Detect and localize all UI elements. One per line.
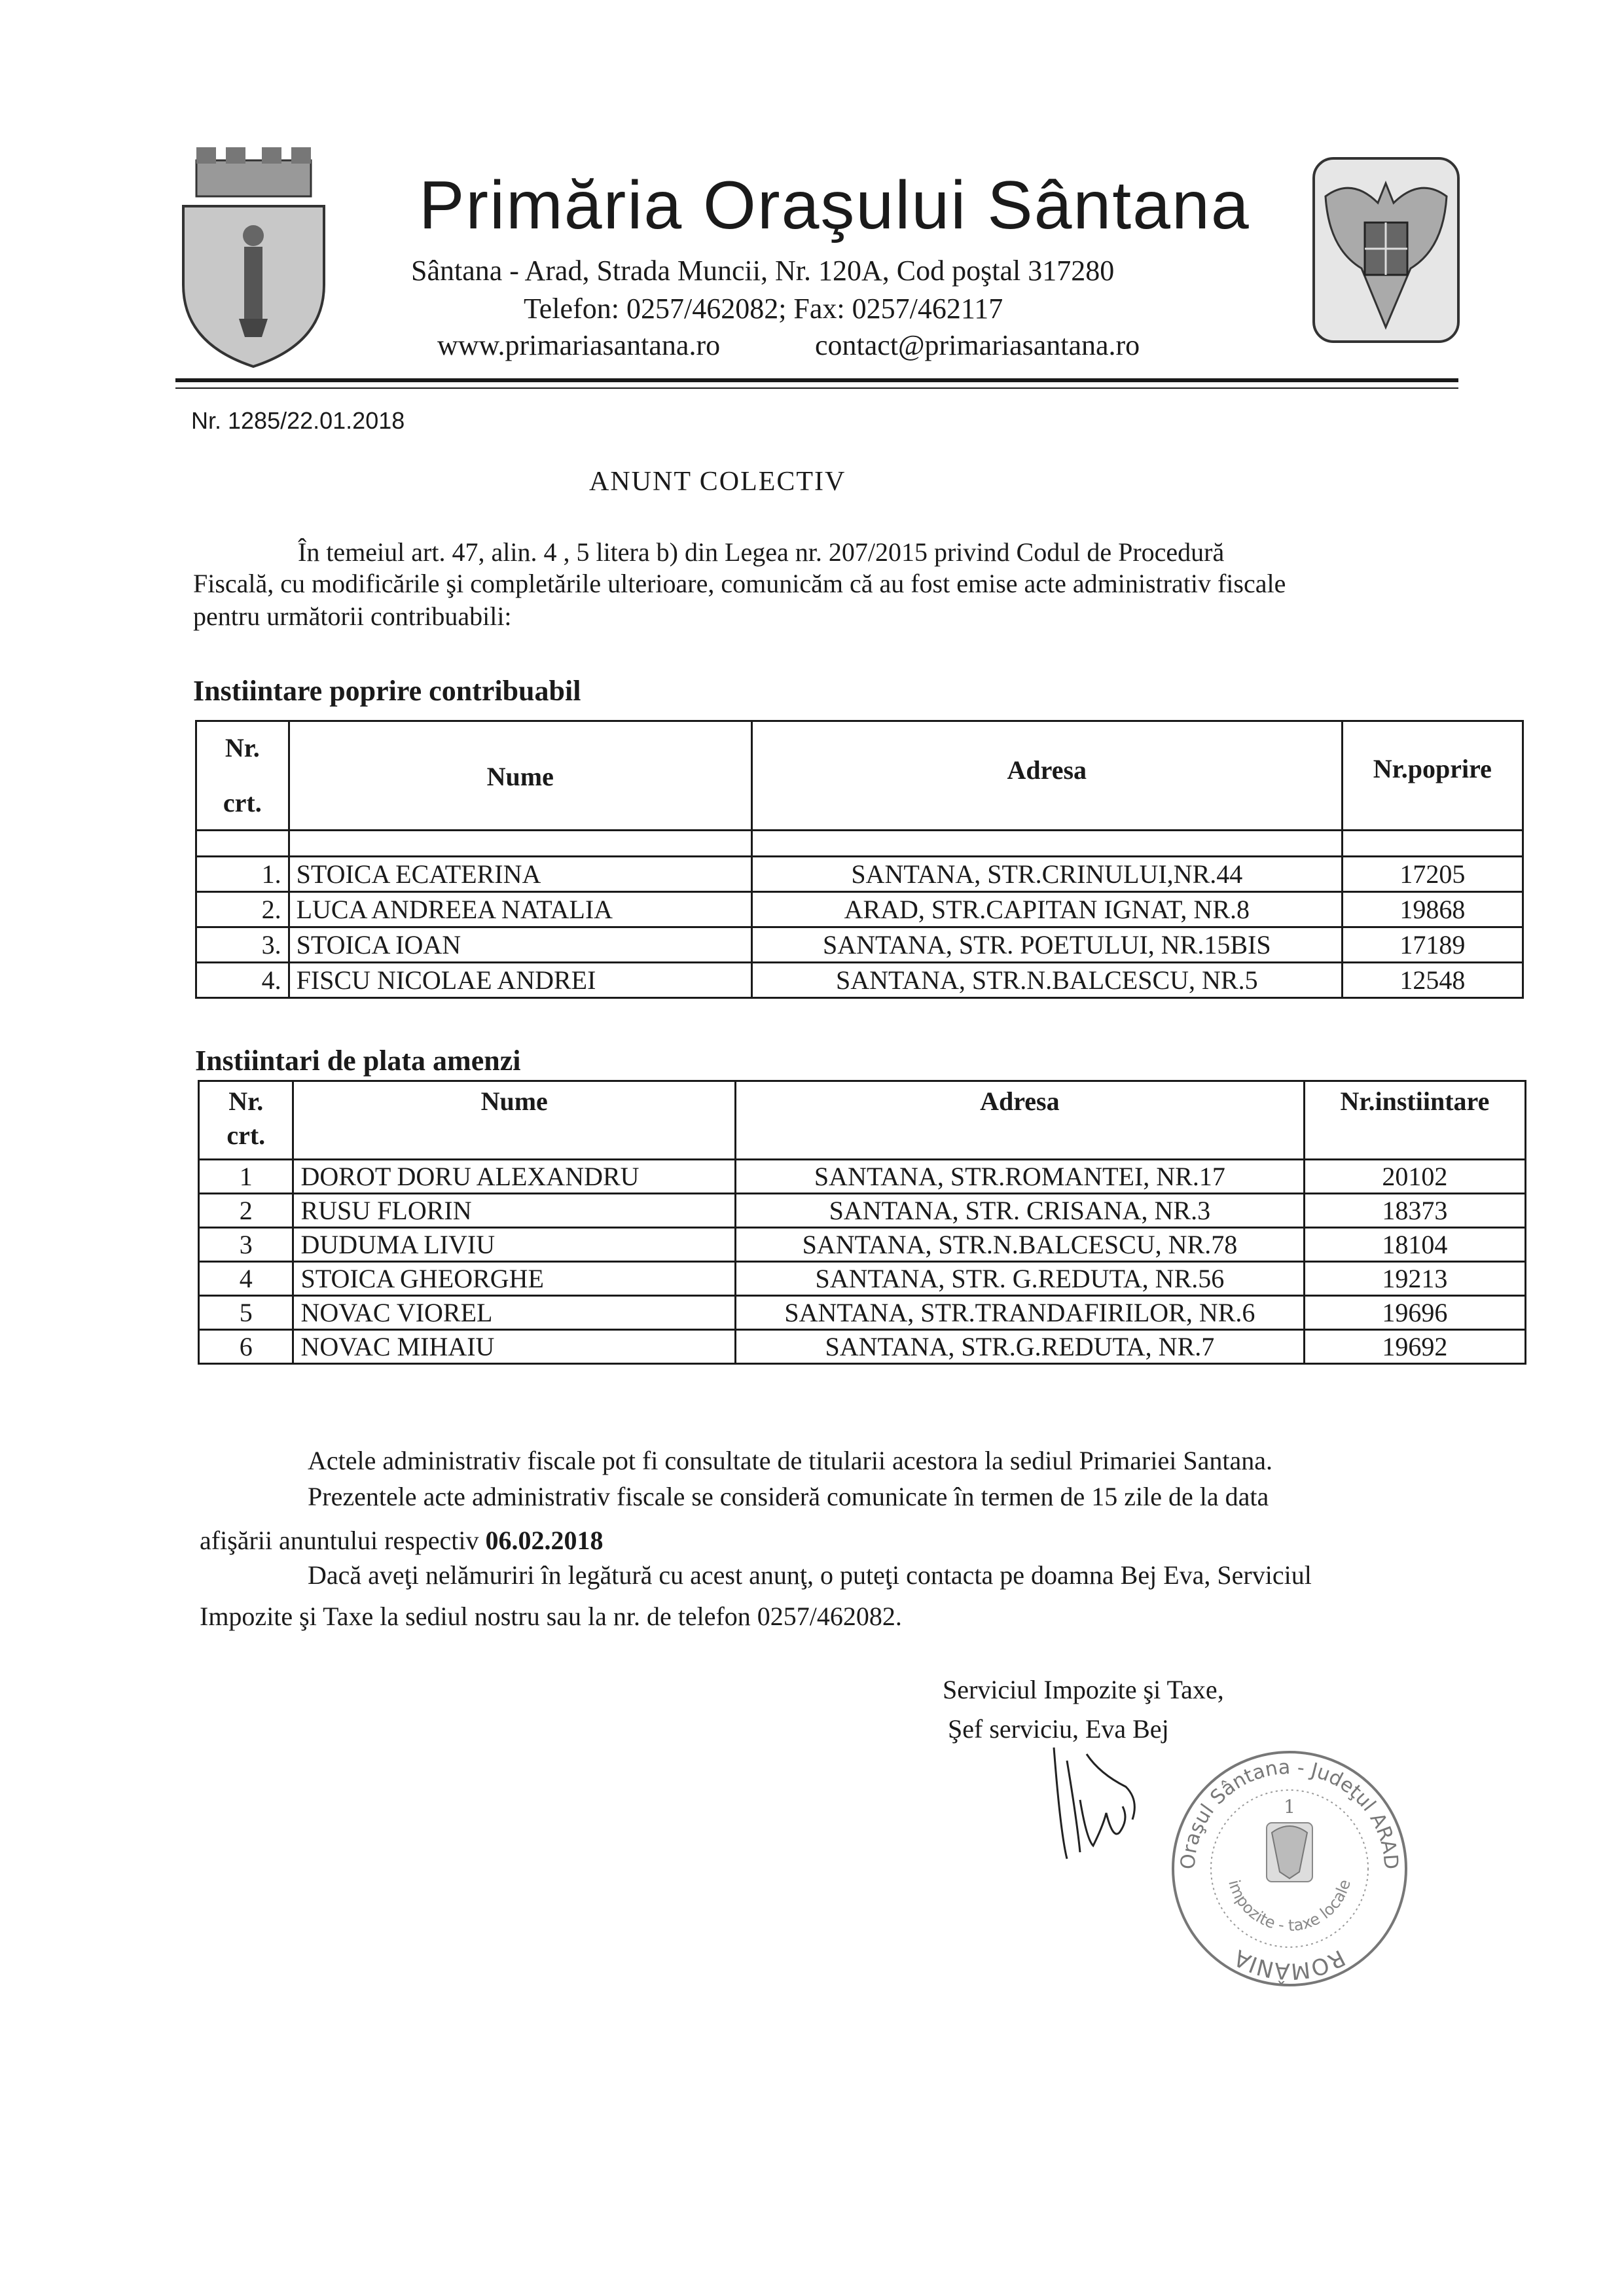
header-number: Nr.poprire: [1342, 721, 1523, 831]
poprire-table: [195, 720, 1524, 999]
cell-nr: 1: [199, 1160, 293, 1194]
table-row: [199, 1330, 1526, 1364]
cell-address: SANTANA, STR.N.BALCESCU, NR.78: [735, 1228, 1304, 1262]
cell-name: DOROT DORU ALEXANDRU: [293, 1160, 735, 1194]
header-nr-text: Nr.: [225, 733, 260, 762]
header-address: Sântana - Arad, Strada Muncii, Nr. 120A, Cod poştal 317280: [411, 255, 1115, 287]
cell-number: 12548: [1342, 963, 1523, 998]
document-heading: ANUNT COLECTIV: [589, 467, 846, 497]
amenzi-table: [198, 1080, 1526, 1365]
header-separator: [175, 378, 1458, 382]
cell-address: SANTANA, STR.N.BALCESCU, NR.5: [751, 963, 1342, 998]
cell-name: NOVAC VIOREL: [293, 1296, 735, 1330]
cell-address: SANTANA, STR.TRANDAFIRILOR, NR.6: [735, 1296, 1304, 1330]
cell-nr: 1.: [196, 857, 289, 892]
cell-address: SANTANA, STR. G.REDUTA, NR.56: [735, 1262, 1304, 1296]
header-nr-text: Nr.: [228, 1086, 264, 1116]
header-name: Nume: [289, 721, 751, 831]
table-row: [196, 857, 1523, 892]
cell-name: STOICA ECATERINA: [289, 857, 751, 892]
signature-department: Serviciul Impozite şi Taxe,: [943, 1675, 1224, 1704]
official-stamp: [1168, 1748, 1411, 1993]
cell-name: STOICA IOAN: [289, 927, 751, 963]
table-row: [196, 892, 1523, 927]
cell-number: 19868: [1342, 892, 1523, 927]
header-address: Adresa: [751, 721, 1342, 831]
handwritten-signature: [1041, 1734, 1152, 1869]
table-row: [196, 927, 1523, 963]
svg-text:impozite - taxe locale: [1225, 1878, 1354, 1935]
cell-name: RUSU FLORIN: [293, 1194, 735, 1228]
table-row: [196, 963, 1523, 998]
cell-address: SANTANA, STR. CRISANA, NR.3: [735, 1194, 1304, 1228]
closing-line-3: [200, 1525, 604, 1556]
cell-nr: 2: [199, 1194, 293, 1228]
cell-number: 19692: [1304, 1330, 1525, 1364]
cell-address: SANTANA, STR.G.REDUTA, NR.7: [735, 1330, 1304, 1364]
header-number: Nr.instiintare: [1304, 1081, 1525, 1160]
cell-number: 18373: [1304, 1194, 1525, 1228]
cell-nr: 4.: [196, 963, 289, 998]
cell-address: SANTANA, STR.CRINULUI,NR.44: [751, 857, 1342, 892]
table-header-row: [199, 1081, 1526, 1160]
cell-address: SANTANA, STR.ROMANTEI, NR.17: [735, 1160, 1304, 1194]
stamp-inner-text: impozite - taxe locale: [1225, 1877, 1354, 1935]
section-title-amenzi: Instiintari de plata amenzi: [195, 1045, 521, 1077]
cell-nr: 5: [199, 1296, 293, 1330]
table-row: [199, 1296, 1526, 1330]
header-address: Adresa: [735, 1081, 1304, 1160]
closing-line-4: Dacă aveţi nelămuriri în legătură cu acest anunţ, o puteţi contacta pe doamna Bej Eva, Serviciul: [308, 1560, 1312, 1590]
closing-line-2: Prezentele acte administrativ fiscale se consideră comunicate în termen de 15 zile de la data: [308, 1482, 1269, 1511]
stamp-ring-text: Oraşul Sântana - Judeţul ARAD: [1176, 1755, 1403, 1871]
stamp-top-text: ROMÂNIA: [1229, 1944, 1350, 1984]
stamp-number: 1: [1284, 1796, 1295, 1818]
table-row: [199, 1194, 1526, 1228]
header-website-link[interactable]: www.primariasantana.ro: [437, 329, 721, 361]
cell-name: LUCA ANDREEA NATALIA: [289, 892, 751, 927]
intro-line-1: În temeiul art. 47, alin. 4 , 5 litera b) din Legea nr. 207/2015 privind Codul de Procedură: [298, 537, 1225, 567]
closing-line-3-text: afişării anuntului respectiv: [200, 1526, 486, 1555]
cell-number: 18104: [1304, 1228, 1525, 1262]
cell-address: SANTANA, STR. POETULUI, NR.15BIS: [751, 927, 1342, 963]
cell-name: STOICA GHEORGHE: [293, 1262, 735, 1296]
header-email-link[interactable]: contact@primariasantana.ro: [815, 329, 1140, 361]
header-crt-text: crt.: [223, 788, 262, 817]
header-nr-crt: [199, 1081, 293, 1160]
header-name: Nume: [293, 1081, 735, 1160]
cell-nr: 3.: [196, 927, 289, 963]
romania-coat-of-arms-icon: [1312, 157, 1460, 353]
closing-line-1: Actele administrativ fiscale pot fi consultate de titularii acestora la sediul Primariei Santana.: [308, 1446, 1272, 1475]
cell-nr: 4: [199, 1262, 293, 1296]
registration-number: Nr. 1285/22.01.2018: [191, 407, 405, 434]
cell-name: FISCU NICOLAE ANDREI: [289, 963, 751, 998]
header-phone-fax: Telefon: 0257/462082; Fax: 0257/462117: [524, 293, 1003, 325]
display-date: 06.02.2018: [485, 1526, 604, 1555]
cell-address: ARAD, STR.CAPITAN IGNAT, NR.8: [751, 892, 1342, 927]
cell-number: 19213: [1304, 1262, 1525, 1296]
intro-line-3: pentru următorii contribuabili:: [193, 601, 512, 631]
cell-name: DUDUMA LIVIU: [293, 1228, 735, 1262]
cell-nr: 3: [199, 1228, 293, 1262]
section-title-poprire: Instiintare poprire contribuabil: [193, 675, 581, 707]
cell-number: 19696: [1304, 1296, 1525, 1330]
page-title: Primăria Oraşului Sântana: [419, 168, 1250, 243]
table-row-spacer: [196, 831, 1523, 857]
santana-coat-of-arms-icon: [177, 147, 331, 370]
intro-line-2: Fiscală, cu modificările şi completările ulterioare, comunicăm că au fost emise acte administrativ fiscale: [193, 569, 1286, 598]
signature-chief: Şef serviciu, Eva Bej: [948, 1714, 1169, 1744]
cell-number: 20102: [1304, 1160, 1525, 1194]
cell-nr: 2.: [196, 892, 289, 927]
closing-line-5: Impozite şi Taxe la sediul nostru sau la nr. de telefon 0257/462082.: [200, 1602, 902, 1631]
table-row: [199, 1160, 1526, 1194]
table-row: [199, 1262, 1526, 1296]
header-nr-crt: [196, 721, 289, 831]
table-header-row: [196, 721, 1523, 831]
cell-nr: 6: [199, 1330, 293, 1364]
header-crt-text: crt.: [226, 1121, 266, 1150]
cell-name: NOVAC MIHAIU: [293, 1330, 735, 1364]
cell-number: 17189: [1342, 927, 1523, 963]
table-row: [199, 1228, 1526, 1262]
header-separator-thin: [175, 387, 1458, 389]
cell-number: 17205: [1342, 857, 1523, 892]
